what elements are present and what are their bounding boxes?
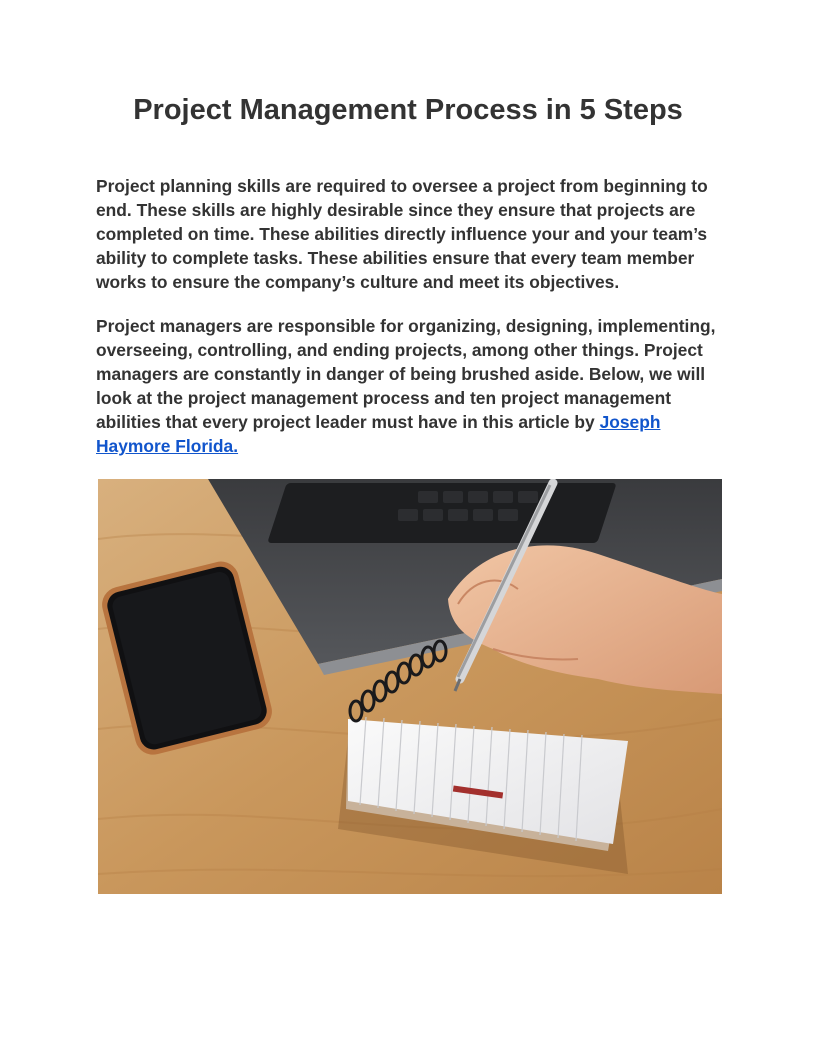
author-link[interactable]: Joseph Haymore Florida.	[96, 412, 661, 456]
intro-paragraph-text: Project planning skills are required to oversee a project from beginning to end. These skills are highly desirable since they ensure that projects are completed on time. These abilities directly influence your and your team’s ability to complete tasks. These abilities ensure that every team member works to ensure the company’s culture and meet its objectives.	[96, 176, 708, 292]
second-paragraph-text: Project managers are responsible for organizing, designing, implementing, overseeing, controlling, and ending projects, among other things. Project managers are constantly in danger of being brushed aside. Below, we will look at the project management process and ten project management abilities that every project leader must have in this article by	[96, 316, 716, 432]
second-paragraph	[96, 314, 722, 458]
intro-paragraph	[96, 174, 722, 294]
article-photo	[98, 479, 722, 894]
desk-photo-illustration	[98, 479, 722, 894]
page-title: Project Management Process in 5 Steps	[133, 94, 683, 126]
